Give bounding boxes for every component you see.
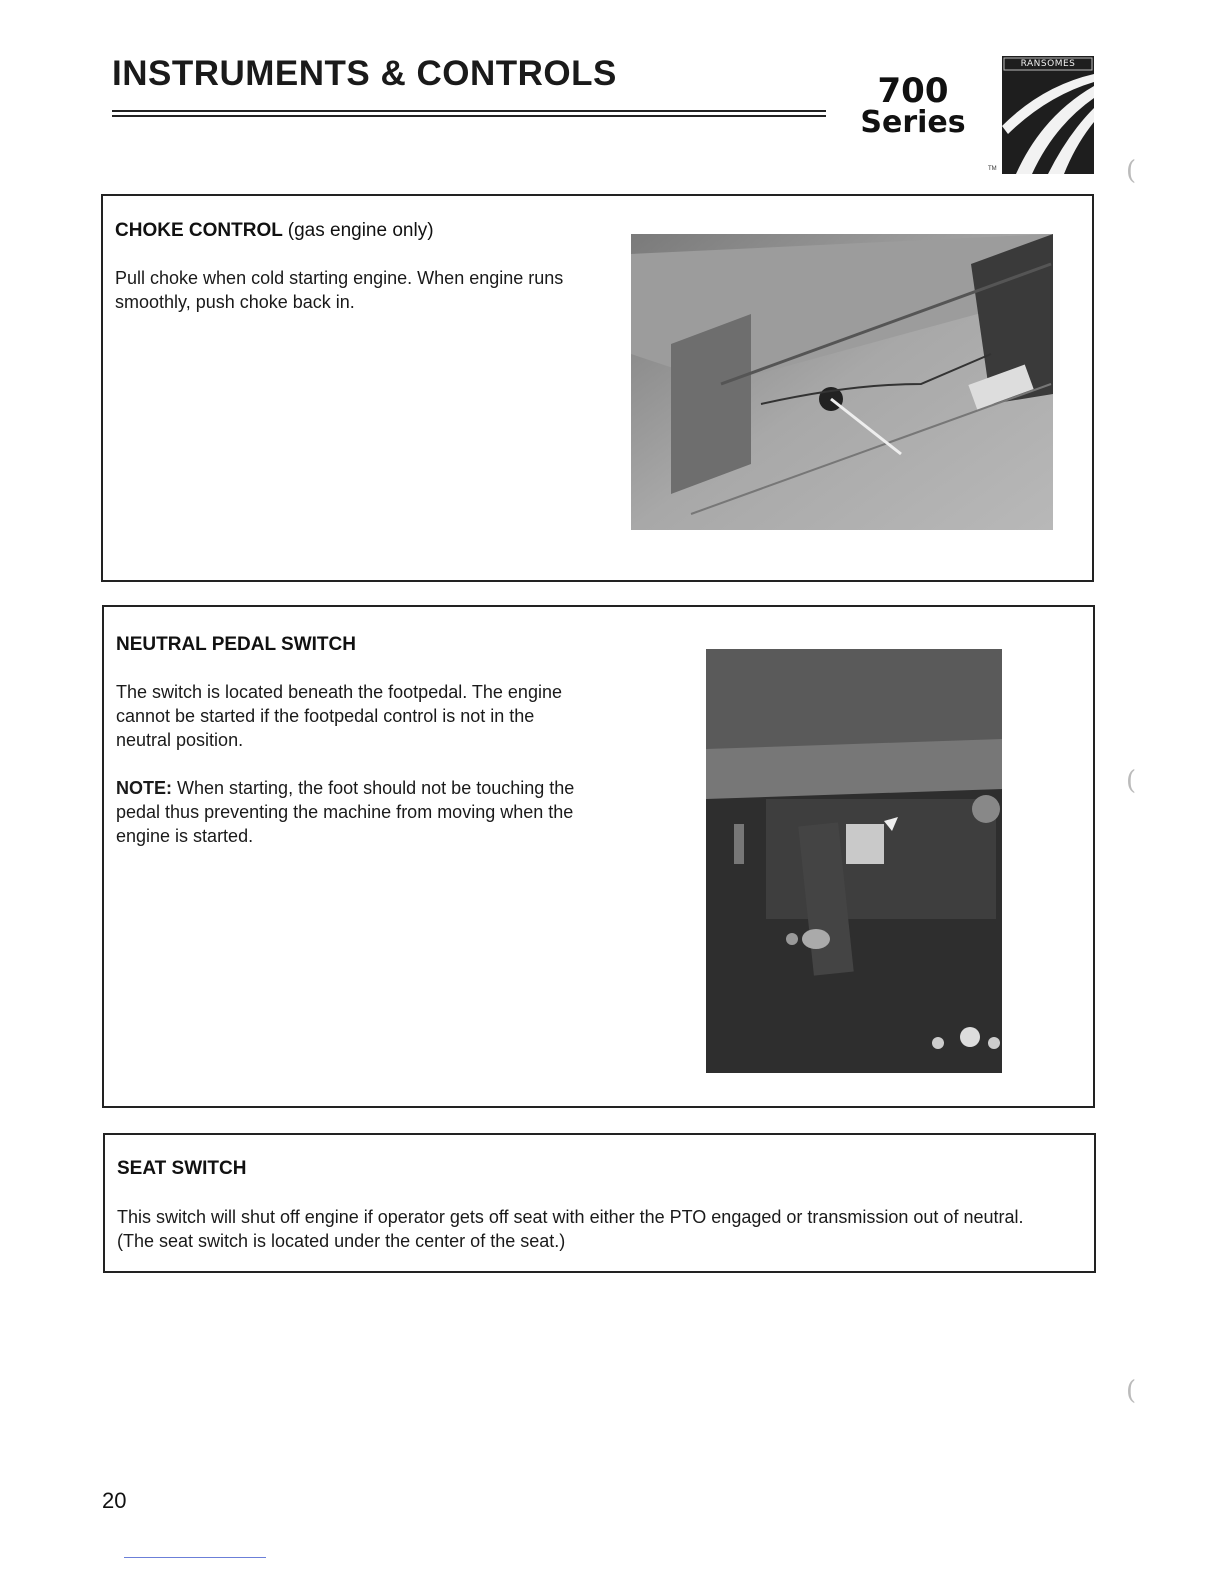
choke-heading-text: CHOKE CONTROL xyxy=(115,220,283,241)
neutral-note-label: NOTE: xyxy=(116,778,172,798)
seat-description: This switch will shut off engine if operator gets off seat with either the PTO engaged or transmission out of neutral. (The seat switch is located under the center of the seat.) xyxy=(117,1207,1024,1251)
choke-description: Pull choke when cold starting engine. When engine runs smoothly, push choke back in. xyxy=(115,268,564,312)
seat-switch-section xyxy=(103,1133,1096,1273)
neutral-pedal-photo xyxy=(706,649,1002,1073)
margin-mark: ( xyxy=(1126,1376,1137,1406)
title-rule-bottom xyxy=(112,115,826,117)
seat-heading: SEAT SWITCH xyxy=(117,1158,247,1179)
logo-trademark: TM xyxy=(988,166,997,172)
choke-heading-note: (gas engine only) xyxy=(287,220,434,241)
margin-mark: ( xyxy=(1126,766,1137,796)
margin-mark: ( xyxy=(1126,156,1137,186)
logo-brand-text: RANSOMES xyxy=(1020,59,1076,69)
series-number: 700 xyxy=(877,71,949,111)
series-word: Series xyxy=(860,105,966,140)
page-number: 20 xyxy=(102,1488,127,1513)
title-rule-top xyxy=(112,110,826,112)
bottom-edge-line xyxy=(124,1557,266,1558)
brand-logo xyxy=(1002,56,1094,174)
choke-photo xyxy=(631,234,1053,530)
neutral-note xyxy=(116,776,592,848)
neutral-heading: NEUTRAL PEDAL SWITCH xyxy=(116,634,356,655)
neutral-note-text: When starting, the foot should not be touching the pedal thus preventing the machine from moving when the engine is started. xyxy=(116,778,575,846)
page-title: INSTRUMENTS & CONTROLS xyxy=(112,54,617,93)
logo-stripes-icon xyxy=(1002,56,1094,174)
neutral-pedal-switch-section xyxy=(102,605,1095,1108)
neutral-description: The switch is located beneath the footpedal. The engine cannot be started if the footpedal control is not in the neutral position. xyxy=(116,682,562,750)
choke-heading xyxy=(115,220,434,242)
choke-control-section xyxy=(101,194,1094,582)
